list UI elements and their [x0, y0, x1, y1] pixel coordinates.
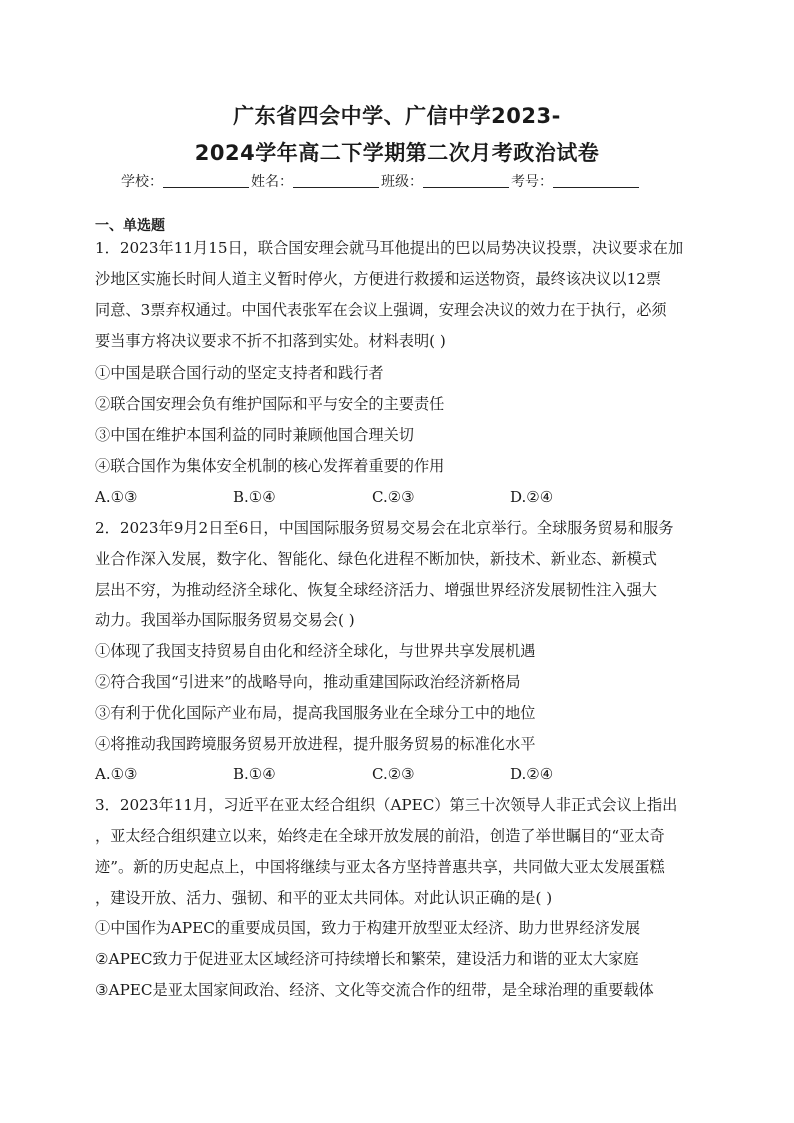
section-title: 一、单选题 — [95, 218, 165, 234]
q3-stem-line: 3．2023年11月，习近平在亚太经合组织（APEC）第三十次领导人非正式会议上指出 — [95, 796, 678, 814]
q2-choice-c[interactable]: C.②③ — [372, 765, 415, 783]
q3-stem-line: ，建设开放、活力、强韧、和平的亚太共同体。对此认识正确的是( ) — [95, 889, 553, 907]
q1-statement: ①中国是联合国行动的坚定支持者和践行者 — [95, 364, 384, 382]
q2-choice-b[interactable]: B.①④ — [233, 765, 276, 783]
q2-stem-line: 业合作深入发展，数字化、智能化、绿色化进程不断加快，新技术、新业态、新模式 — [95, 550, 657, 568]
q1-choice-a[interactable]: A.①③ — [95, 488, 138, 506]
q1-stem-line: 沙地区实施长时间人道主义暂时停火，方便进行救援和运送物资，最终该决议以12票 — [95, 270, 662, 288]
class-blank[interactable] — [423, 173, 509, 188]
q2-stem-line: 层出不穷，为推动经济全球化、恢复全球经济活力、增强世界经济发展韧性注入强大 — [95, 581, 657, 599]
q2-statement: ②符合我国“引进来”的战略导向，推动重建国际政治经济新格局 — [95, 673, 521, 691]
exam-number-blank[interactable] — [553, 173, 639, 188]
q2-choice-a[interactable]: A.①③ — [95, 765, 138, 783]
school-label: 学校： — [121, 174, 163, 190]
q1-stem-line: 同意、3票弃权通过。中国代表张军在会议上强调，安理会决议的效力在于执行，必须 — [95, 301, 667, 319]
q3-statement: ③APEC是亚太国家间政治、经济、文化等交流合作的纽带，是全球治理的重要载体 — [95, 981, 654, 999]
q1-stem-line: 1．2023年11月15日，联合国安理会就马耳他提出的巴以局势决议投票，决议要求在加 — [95, 239, 684, 257]
q1-choice-c[interactable]: C.②③ — [372, 488, 415, 506]
q3-statement: ①中国作为APEC的重要成员国，致力于构建开放型亚太经济、助力世界经济发展 — [95, 919, 641, 937]
q1-statement: ③中国在维护本国利益的同时兼顾他国合理关切 — [95, 426, 414, 444]
exam-number-label: 考号： — [511, 174, 553, 190]
school-blank[interactable] — [163, 173, 249, 188]
name-label: 姓名： — [251, 174, 293, 190]
q2-statement: ④将推动我国跨境服务贸易开放进程，提升服务贸易的标准化水平 — [95, 735, 536, 753]
q1-statement: ④联合国作为集体安全机制的核心发挥着重要的作用 — [95, 457, 445, 475]
q2-stem-line: 2．2023年9月2日至6日，中国国际服务贸易交易会在北京举行。全球服务贸易和服务 — [95, 519, 674, 537]
q3-stem-line: 迹”。新的历史起点上，中国将继续与亚太各方坚持普惠共享，共同做大亚太发展蛋糕 — [95, 858, 665, 876]
q1-choice-b[interactable]: B.①④ — [233, 488, 276, 506]
q1-stem-line: 要当事方将决议要求不折不扣落到实处。材料表明( ) — [95, 332, 446, 350]
q2-statement: ③有利于优化国际产业布局，提高我国服务业在全球分工中的地位 — [95, 704, 536, 722]
q3-statement: ②APEC致力于促进亚太区域经济可持续增长和繁荣，建设活力和谐的亚太大家庭 — [95, 950, 639, 968]
name-blank[interactable] — [293, 173, 379, 188]
student-info-line — [121, 171, 641, 191]
q2-statement: ①体现了我国支持贸易自由化和经济全球化，与世界共享发展机遇 — [95, 642, 536, 660]
q2-stem-line: 动力。我国举办国际服务贸易交易会( ) — [95, 611, 355, 629]
q3-stem-line: ，亚太经合组织建立以来，始终走在全球开放发展的前沿，创造了举世瞩目的“亚太奇 — [95, 827, 665, 845]
q2-choice-d[interactable]: D.②④ — [510, 765, 554, 783]
q1-statement: ②联合国安理会负有维护国际和平与安全的主要责任 — [95, 395, 445, 413]
exam-title-line-2: 2024学年高二下学期第二次月考政治试卷 — [194, 141, 600, 165]
exam-title-line-1: 广东省四会中学、广信中学2023- — [233, 104, 561, 128]
q1-choice-d[interactable]: D.②④ — [510, 488, 554, 506]
class-label: 班级： — [381, 174, 423, 190]
